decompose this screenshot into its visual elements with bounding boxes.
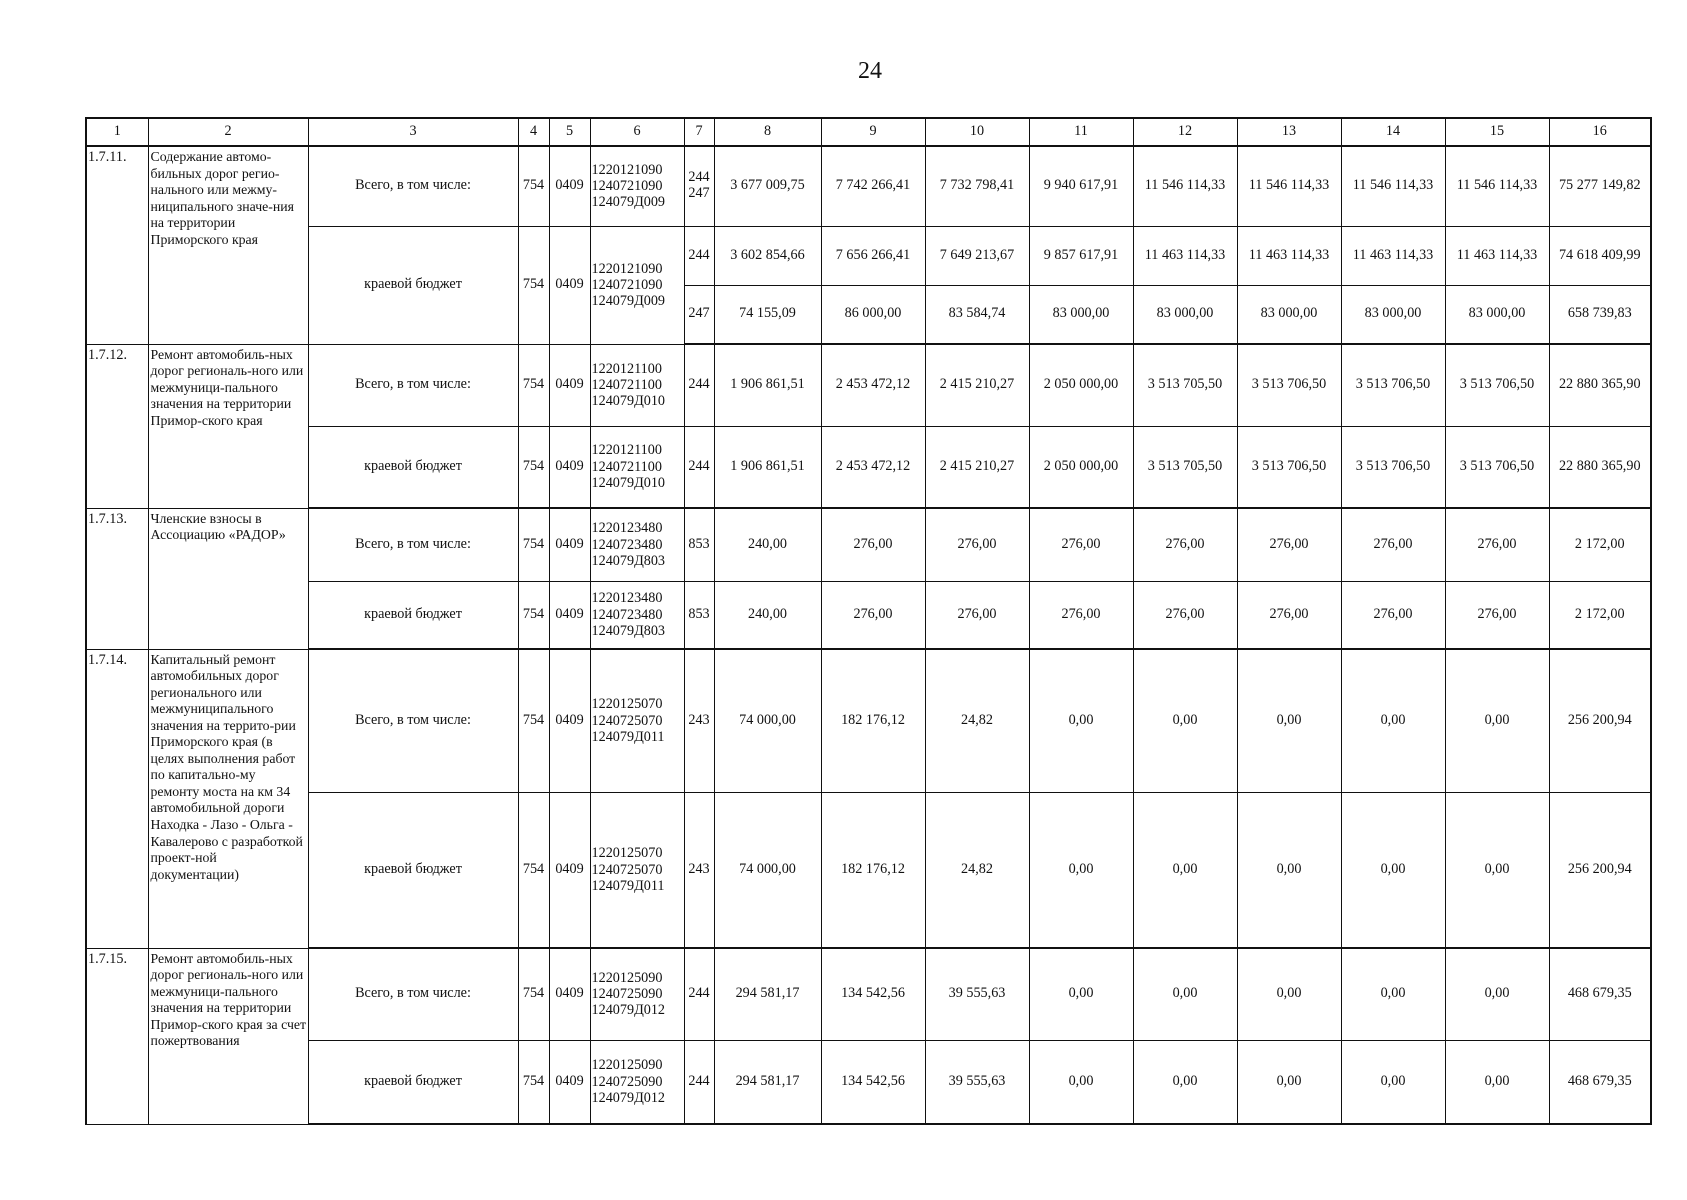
funding-label: краевой бюджет xyxy=(308,426,518,508)
table-row xyxy=(86,792,1651,948)
grbs-code: 754 xyxy=(518,508,549,581)
amount-cell: 74 000,00 xyxy=(714,649,821,792)
row-number: 1.7.15. xyxy=(86,948,148,1124)
amount-cell: 11 546 114,33 xyxy=(1445,146,1549,226)
column-header: 10 xyxy=(925,118,1029,146)
amount-cell: 83 000,00 xyxy=(1133,285,1237,344)
table-row xyxy=(86,581,1651,649)
activity-name: Содержание автомо-бильных дорог регио-нального или межму-ниципального значе-ния на территории Приморского края xyxy=(148,146,308,344)
table-row xyxy=(86,146,1651,226)
target-codes: 1220121090 1240721090 124079Д009 xyxy=(590,146,684,226)
grbs-code: 754 xyxy=(518,792,549,948)
amount-cell: 7 742 266,41 xyxy=(821,146,925,226)
amount-cell: 11 463 114,33 xyxy=(1445,226,1549,285)
table-row xyxy=(86,344,1651,426)
column-header: 2 xyxy=(148,118,308,146)
column-header: 4 xyxy=(518,118,549,146)
amount-cell: 3 677 009,75 xyxy=(714,146,821,226)
target-codes: 1220121090 1240721090 124079Д009 xyxy=(590,226,684,344)
amount-cell: 39 555,63 xyxy=(925,1040,1029,1124)
row-number: 1.7.11. xyxy=(86,146,148,344)
amount-cell: 83 000,00 xyxy=(1341,285,1445,344)
amount-cell: 0,00 xyxy=(1133,792,1237,948)
amount-cell: 276,00 xyxy=(1133,508,1237,581)
section-code: 0409 xyxy=(549,581,590,649)
amount-cell: 276,00 xyxy=(821,508,925,581)
amount-cell: 74 618 409,99 xyxy=(1549,226,1651,285)
amount-cell: 256 200,94 xyxy=(1549,792,1651,948)
amount-cell: 240,00 xyxy=(714,581,821,649)
amount-cell: 0,00 xyxy=(1237,792,1341,948)
amount-cell: 256 200,94 xyxy=(1549,649,1651,792)
amount-cell: 11 546 114,33 xyxy=(1341,146,1445,226)
expense-type-code: 244 xyxy=(684,226,714,285)
amount-cell: 0,00 xyxy=(1029,649,1133,792)
column-header: 1 xyxy=(86,118,148,146)
target-codes: 1220125090 1240725090 124079Д012 xyxy=(590,1040,684,1124)
amount-cell: 3 513 705,50 xyxy=(1133,426,1237,508)
amount-cell: 276,00 xyxy=(925,581,1029,649)
expense-type-code: 244 247 xyxy=(684,146,714,226)
amount-cell: 294 581,17 xyxy=(714,948,821,1040)
amount-cell: 0,00 xyxy=(1237,948,1341,1040)
amount-cell: 182 176,12 xyxy=(821,792,925,948)
amount-cell: 83 000,00 xyxy=(1029,285,1133,344)
row-number: 1.7.13. xyxy=(86,508,148,649)
grbs-code: 754 xyxy=(518,226,549,344)
amount-cell: 0,00 xyxy=(1341,649,1445,792)
amount-cell: 0,00 xyxy=(1237,1040,1341,1124)
amount-cell: 83 584,74 xyxy=(925,285,1029,344)
amount-cell: 276,00 xyxy=(1237,508,1341,581)
amount-cell: 0,00 xyxy=(1445,1040,1549,1124)
amount-cell: 468 679,35 xyxy=(1549,948,1651,1040)
amount-cell: 2 172,00 xyxy=(1549,581,1651,649)
amount-cell: 240,00 xyxy=(714,508,821,581)
amount-cell: 0,00 xyxy=(1445,792,1549,948)
amount-cell: 3 513 706,50 xyxy=(1445,344,1549,426)
amount-cell: 83 000,00 xyxy=(1445,285,1549,344)
section-code: 0409 xyxy=(549,508,590,581)
amount-cell: 276,00 xyxy=(1237,581,1341,649)
amount-cell: 0,00 xyxy=(1445,948,1549,1040)
column-header: 11 xyxy=(1029,118,1133,146)
section-code: 0409 xyxy=(549,649,590,792)
target-codes: 1220121100 1240721100 124079Д010 xyxy=(590,426,684,508)
amount-cell: 294 581,17 xyxy=(714,1040,821,1124)
column-header: 14 xyxy=(1341,118,1445,146)
grbs-code: 754 xyxy=(518,1040,549,1124)
amount-cell: 7 656 266,41 xyxy=(821,226,925,285)
amount-cell: 3 513 706,50 xyxy=(1341,426,1445,508)
amount-cell: 276,00 xyxy=(1341,508,1445,581)
amount-cell: 3 602 854,66 xyxy=(714,226,821,285)
expense-type-code: 244 xyxy=(684,948,714,1040)
table-row xyxy=(86,1040,1651,1124)
grbs-code: 754 xyxy=(518,426,549,508)
target-codes: 1220121100 1240721100 124079Д010 xyxy=(590,344,684,426)
expense-type-code: 853 xyxy=(684,581,714,649)
amount-cell: 134 542,56 xyxy=(821,948,925,1040)
column-header: 12 xyxy=(1133,118,1237,146)
funding-label: краевой бюджет xyxy=(308,226,518,344)
amount-cell: 11 546 114,33 xyxy=(1133,146,1237,226)
column-header: 6 xyxy=(590,118,684,146)
funding-label: Всего, в том числе: xyxy=(308,344,518,426)
amount-cell: 75 277 149,82 xyxy=(1549,146,1651,226)
page-number: 24 xyxy=(858,58,882,84)
row-number: 1.7.14. xyxy=(86,649,148,948)
grbs-code: 754 xyxy=(518,146,549,226)
grbs-code: 754 xyxy=(518,649,549,792)
amount-cell: 276,00 xyxy=(1445,508,1549,581)
column-header: 5 xyxy=(549,118,590,146)
target-codes: 1220123480 1240723480 124079Д803 xyxy=(590,508,684,581)
amount-cell: 2 415 210,27 xyxy=(925,344,1029,426)
amount-cell: 9 857 617,91 xyxy=(1029,226,1133,285)
amount-cell: 276,00 xyxy=(1029,508,1133,581)
grbs-code: 754 xyxy=(518,948,549,1040)
amount-cell: 0,00 xyxy=(1029,1040,1133,1124)
amount-cell: 2 415 210,27 xyxy=(925,426,1029,508)
amount-cell: 0,00 xyxy=(1133,1040,1237,1124)
amount-cell: 7 732 798,41 xyxy=(925,146,1029,226)
amount-cell: 3 513 706,50 xyxy=(1445,426,1549,508)
amount-cell: 276,00 xyxy=(821,581,925,649)
activity-name: Ремонт автомобиль-ных дорог региональ-ного или межмуници-пального значения на территории Примор-ского края xyxy=(148,344,308,508)
amount-cell: 276,00 xyxy=(1445,581,1549,649)
amount-cell: 39 555,63 xyxy=(925,948,1029,1040)
target-codes: 1220125070 1240725070 124079Д011 xyxy=(590,649,684,792)
amount-cell: 11 463 114,33 xyxy=(1237,226,1341,285)
amount-cell: 22 880 365,90 xyxy=(1549,426,1651,508)
amount-cell: 86 000,00 xyxy=(821,285,925,344)
amount-cell: 24,82 xyxy=(925,792,1029,948)
amount-cell: 0,00 xyxy=(1029,948,1133,1040)
table-row xyxy=(86,649,1651,792)
table-row xyxy=(86,226,1651,285)
section-code: 0409 xyxy=(549,146,590,226)
activity-name: Членские взносы в Ассоциацию «РАДОР» xyxy=(148,508,308,649)
column-header: 15 xyxy=(1445,118,1549,146)
table-header-row xyxy=(86,118,1651,146)
amount-cell: 11 463 114,33 xyxy=(1341,226,1445,285)
amount-cell: 276,00 xyxy=(1341,581,1445,649)
amount-cell: 1 906 861,51 xyxy=(714,344,821,426)
section-code: 0409 xyxy=(549,226,590,344)
funding-label: Всего, в том числе: xyxy=(308,948,518,1040)
table-row xyxy=(86,508,1651,581)
funding-label: краевой бюджет xyxy=(308,792,518,948)
funding-label: Всего, в том числе: xyxy=(308,649,518,792)
amount-cell: 3 513 706,50 xyxy=(1341,344,1445,426)
amount-cell: 3 513 705,50 xyxy=(1133,344,1237,426)
amount-cell: 182 176,12 xyxy=(821,649,925,792)
section-code: 0409 xyxy=(549,344,590,426)
section-code: 0409 xyxy=(549,948,590,1040)
amount-cell: 74 000,00 xyxy=(714,792,821,948)
row-number: 1.7.12. xyxy=(86,344,148,508)
amount-cell: 0,00 xyxy=(1029,792,1133,948)
amount-cell: 3 513 706,50 xyxy=(1237,426,1341,508)
amount-cell: 658 739,83 xyxy=(1549,285,1651,344)
column-header: 16 xyxy=(1549,118,1651,146)
amount-cell: 11 463 114,33 xyxy=(1133,226,1237,285)
amount-cell: 2 453 472,12 xyxy=(821,344,925,426)
amount-cell: 2 050 000,00 xyxy=(1029,344,1133,426)
column-header: 9 xyxy=(821,118,925,146)
table-row xyxy=(86,426,1651,508)
amount-cell: 2 172,00 xyxy=(1549,508,1651,581)
amount-cell: 7 649 213,67 xyxy=(925,226,1029,285)
expense-type-code: 244 xyxy=(684,426,714,508)
amount-cell: 24,82 xyxy=(925,649,1029,792)
amount-cell: 74 155,09 xyxy=(714,285,821,344)
expense-type-code: 853 xyxy=(684,508,714,581)
grbs-code: 754 xyxy=(518,581,549,649)
funding-label: Всего, в том числе: xyxy=(308,508,518,581)
amount-cell: 1 906 861,51 xyxy=(714,426,821,508)
amount-cell: 276,00 xyxy=(925,508,1029,581)
funding-label: Всего, в том числе: xyxy=(308,146,518,226)
column-header: 3 xyxy=(308,118,518,146)
amount-cell: 0,00 xyxy=(1445,649,1549,792)
activity-name: Капитальный ремонт автомобильных дорог регионального или межмуниципального значения на террито-рии Приморского края (в целях выполнения работ по капитально-му ремонту моста на км 34 автомобильной дороги Находка - Лазо - Ольга - Кавалерово с разработкой проект-ной документации) xyxy=(148,649,308,948)
amount-cell: 2 050 000,00 xyxy=(1029,426,1133,508)
funding-label: краевой бюджет xyxy=(308,581,518,649)
target-codes: 1220123480 1240723480 124079Д803 xyxy=(590,581,684,649)
amount-cell: 134 542,56 xyxy=(821,1040,925,1124)
amount-cell: 0,00 xyxy=(1237,649,1341,792)
expense-type-code: 247 xyxy=(684,285,714,344)
amount-cell: 276,00 xyxy=(1133,581,1237,649)
amount-cell: 3 513 706,50 xyxy=(1237,344,1341,426)
amount-cell: 11 546 114,33 xyxy=(1237,146,1341,226)
amount-cell: 2 453 472,12 xyxy=(821,426,925,508)
budget-table xyxy=(85,117,1652,1125)
column-header: 13 xyxy=(1237,118,1341,146)
section-code: 0409 xyxy=(549,792,590,948)
amount-cell: 0,00 xyxy=(1341,948,1445,1040)
table-row xyxy=(86,948,1651,1040)
amount-cell: 83 000,00 xyxy=(1237,285,1341,344)
amount-cell: 276,00 xyxy=(1029,581,1133,649)
amount-cell: 0,00 xyxy=(1133,649,1237,792)
expense-type-code: 244 xyxy=(684,1040,714,1124)
expense-type-code: 244 xyxy=(684,344,714,426)
target-codes: 1220125070 1240725070 124079Д011 xyxy=(590,792,684,948)
amount-cell: 468 679,35 xyxy=(1549,1040,1651,1124)
column-header: 8 xyxy=(714,118,821,146)
amount-cell: 9 940 617,91 xyxy=(1029,146,1133,226)
funding-label: краевой бюджет xyxy=(308,1040,518,1124)
amount-cell: 0,00 xyxy=(1341,792,1445,948)
target-codes: 1220125090 1240725090 124079Д012 xyxy=(590,948,684,1040)
column-header: 7 xyxy=(684,118,714,146)
grbs-code: 754 xyxy=(518,344,549,426)
amount-cell: 0,00 xyxy=(1133,948,1237,1040)
amount-cell: 0,00 xyxy=(1341,1040,1445,1124)
amount-cell: 22 880 365,90 xyxy=(1549,344,1651,426)
expense-type-code: 243 xyxy=(684,792,714,948)
section-code: 0409 xyxy=(549,1040,590,1124)
section-code: 0409 xyxy=(549,426,590,508)
activity-name: Ремонт автомобиль-ных дорог региональ-ного или межмуници-пального значения на территории Примор-ского края за счет пожертвования xyxy=(148,948,308,1124)
expense-type-code: 243 xyxy=(684,649,714,792)
